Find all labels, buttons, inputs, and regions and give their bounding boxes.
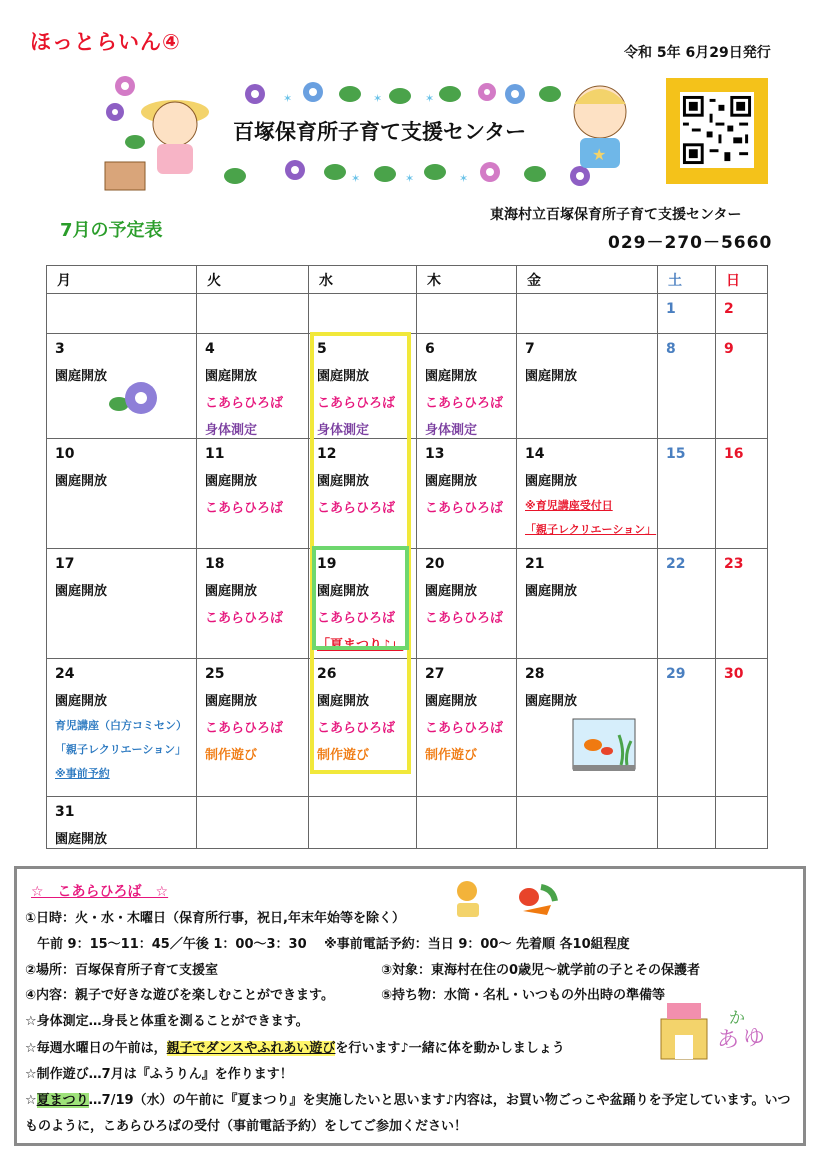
fest-star: ☆ — [25, 1093, 37, 1108]
event-label: こあらひろば — [205, 721, 284, 736]
event-label: 園庭開放 — [425, 584, 478, 599]
event-label: 「親子レクリエーション」 — [525, 523, 657, 536]
info-datetime: ①日時：火・水・木曜日（保育所行事，祝日,年末年始等を除く） — [25, 911, 405, 926]
info-target: ③対象：東海村在住の0歳児～就学前の子とその保護者 — [381, 963, 701, 978]
calendar-day-cell — [309, 659, 417, 797]
qr-code-icon[interactable] — [680, 92, 754, 168]
building-blocks-icon — [657, 999, 777, 1069]
calendar-day-cell — [417, 797, 517, 849]
event-label: 園庭開放 — [55, 584, 108, 599]
calendar-week-row — [47, 659, 768, 797]
day-number: 8 — [666, 341, 676, 357]
svg-text:✶: ✶ — [405, 172, 415, 185]
event-label: 園庭開放 — [317, 584, 370, 599]
weekday-header: 土 — [658, 266, 716, 294]
day-number: 30 — [724, 666, 744, 682]
svg-text:✶: ✶ — [425, 92, 435, 105]
event-label: こあらひろば — [317, 396, 396, 411]
day-number: 23 — [724, 556, 744, 572]
calendar-day-cell — [417, 294, 517, 334]
event-label: 園庭開放 — [425, 694, 478, 709]
calendar-week-row — [47, 549, 768, 659]
wed-pre: ☆毎週水曜日の午前は， — [25, 1041, 167, 1056]
center-name: 百塚保育所子育て支援センター — [233, 120, 527, 144]
calendar-day-cell — [658, 439, 716, 549]
event-label: 園庭開放 — [317, 694, 370, 709]
calendar-day-cell — [417, 334, 517, 439]
calendar-day-cell — [309, 334, 417, 439]
calendar-week-row — [47, 334, 768, 439]
day-number: 22 — [666, 556, 686, 572]
calendar-day-cell — [658, 549, 716, 659]
aquarium-icon — [571, 715, 637, 777]
calendar-day-cell — [47, 294, 197, 334]
weekday-header: 木 — [417, 266, 517, 294]
svg-text:✶: ✶ — [459, 172, 469, 185]
calendar-day-cell — [47, 797, 197, 849]
calendar-table — [46, 265, 768, 849]
info-closing: ものように，こあらひろばの受付（事前電話予約）をしてご参加ください！ — [25, 1119, 468, 1134]
day-number: 16 — [724, 446, 744, 462]
day-number: 3 — [55, 341, 65, 357]
info-heading: ☆ こあらひろば ☆ — [31, 884, 169, 900]
day-number: 24 — [55, 666, 75, 682]
calendar-day-cell — [197, 334, 309, 439]
wed-highlight: 親子でダンスやふれあい遊び — [166, 1041, 336, 1056]
calendar-day-cell — [197, 549, 309, 659]
calendar-day-cell — [417, 659, 517, 797]
fest-post: …7/19（水）の午前に『夏まつり』を実施したいと思います♪内容は，お買い物ごっこや盆踊りを予定しています。いつ — [88, 1093, 791, 1108]
day-number: 19 — [317, 556, 337, 572]
event-label: こあらひろば — [317, 721, 396, 736]
day-number: 6 — [425, 341, 435, 357]
svg-text:★: ★ — [592, 145, 607, 164]
calendar-day-cell — [658, 659, 716, 797]
day-number: 31 — [55, 804, 75, 820]
day-number: 4 — [205, 341, 215, 357]
event-label: こあらひろば — [205, 396, 284, 411]
event-label: 園庭開放 — [525, 369, 578, 384]
event-label: 園庭開放 — [525, 474, 578, 489]
svg-text:あ: あ — [717, 1028, 740, 1053]
event-label: 園庭開放 — [55, 832, 108, 847]
newsletter-title: ほっとらいん④ — [30, 30, 181, 54]
calendar-day-cell — [517, 439, 658, 549]
event-label: 園庭開放 — [317, 369, 370, 384]
event-label: こあらひろば — [317, 611, 396, 626]
day-number: 2 — [724, 301, 734, 317]
calendar-day-cell — [517, 659, 658, 797]
info-content: ④内容：親子で好きな遊びを楽しむことができます。 — [25, 988, 334, 1003]
event-label: こあらひろば — [205, 501, 284, 516]
event-label: こあらひろば — [425, 721, 504, 736]
organization-name: 東海村立百塚保育所子育て支援センター — [490, 207, 742, 223]
info-bring: ⑤持ち物：水筒・名札・いつもの外出時の準備等 — [381, 988, 666, 1003]
weekday-header: 月 — [47, 266, 197, 294]
day-number: 7 — [525, 341, 535, 357]
weekday-header-row — [47, 266, 768, 294]
event-label: 園庭開放 — [205, 474, 258, 489]
cooking-toys-icon — [449, 875, 569, 925]
day-number: 18 — [205, 556, 225, 572]
svg-text:✶: ✶ — [373, 92, 383, 105]
event-label: ※事前予約 — [55, 767, 110, 780]
calendar-day-cell — [197, 797, 309, 849]
event-label: 身体測定 — [425, 423, 478, 438]
info-measure: ☆身体測定…身長と体重を測ることができます。 — [25, 1014, 309, 1029]
event-label: こあらひろば — [425, 501, 504, 516]
calendar-day-cell — [309, 294, 417, 334]
weekday-header: 火 — [197, 266, 309, 294]
calendar-day-cell — [417, 549, 517, 659]
weekday-header: 金 — [517, 266, 658, 294]
svg-text:か: か — [729, 1008, 746, 1027]
calendar-day-cell — [197, 659, 309, 797]
info-wednesday — [25, 1037, 565, 1056]
event-label: 園庭開放 — [205, 369, 258, 384]
day-number: 14 — [525, 446, 545, 462]
calendar-day-cell — [309, 797, 417, 849]
event-label: 園庭開放 — [525, 694, 578, 709]
event-label: 身体測定 — [317, 423, 370, 438]
morning-glory-icon — [105, 378, 161, 418]
event-label: 園庭開放 — [205, 584, 258, 599]
calendar-day-cell — [47, 549, 197, 659]
event-label: 身体測定 — [205, 423, 258, 438]
event-label: 園庭開放 — [55, 694, 108, 709]
day-number: 25 — [205, 666, 225, 682]
calendar-day-cell — [716, 797, 768, 849]
calendar-day-cell — [658, 294, 716, 334]
day-number: 26 — [317, 666, 337, 682]
calendar-day-cell — [197, 294, 309, 334]
event-label: 園庭開放 — [425, 474, 478, 489]
child-boy-icon — [574, 86, 626, 168]
event-label: 園庭開放 — [317, 474, 370, 489]
day-number: 15 — [666, 446, 686, 462]
calendar-day-cell — [517, 797, 658, 849]
day-number: 21 — [525, 556, 545, 572]
phone-number[interactable]: 029－270－5660 — [608, 233, 773, 253]
calendar-day-cell — [716, 334, 768, 439]
calendar-week-row — [47, 797, 768, 849]
day-number: 5 — [317, 341, 327, 357]
event-label: 制作遊び — [317, 748, 370, 763]
svg-text:✶: ✶ — [283, 92, 293, 105]
event-label: こあらひろば — [425, 611, 504, 626]
calendar-day-cell — [47, 439, 197, 549]
month-label: 7月の予定表 — [60, 220, 163, 241]
calendar-day-cell — [309, 439, 417, 549]
info-place: ②場所：百塚保育所子育て支援室 — [25, 963, 219, 978]
day-number: 17 — [55, 556, 75, 572]
calendar-day-cell — [417, 439, 517, 549]
calendar-week-row — [47, 439, 768, 549]
calendar-day-cell — [716, 659, 768, 797]
calendar-day-cell — [309, 549, 417, 659]
info-festival — [25, 1089, 791, 1108]
info-times: 午前 9：15～11：45／午後 1：00～3：30 ※事前電話予約：当日 9：00～ 先着順 各10組程度 — [37, 937, 630, 952]
calendar-day-cell — [47, 334, 197, 439]
weekday-header: 日 — [716, 266, 768, 294]
calendar-day-cell — [47, 659, 197, 797]
calendar-day-cell — [197, 439, 309, 549]
day-number: 1 — [666, 301, 676, 317]
event-label: 制作遊び — [425, 748, 478, 763]
event-label: ※育児講座受付日 — [525, 499, 613, 512]
info-craft: ☆制作遊び…7月は『ふうりん』を作ります！ — [25, 1067, 293, 1082]
event-label: こあらひろば — [425, 396, 504, 411]
event-label: こあらひろば — [205, 611, 284, 626]
day-number: 27 — [425, 666, 445, 682]
day-number: 29 — [666, 666, 686, 682]
event-label: 園庭開放 — [55, 474, 108, 489]
weekday-header: 水 — [309, 266, 417, 294]
calendar-day-cell — [716, 549, 768, 659]
day-number: 20 — [425, 556, 445, 572]
calendar-day-cell — [517, 294, 658, 334]
event-label: 園庭開放 — [425, 369, 478, 384]
issue-date: 令和 5年 6月29日発行 — [624, 45, 771, 61]
day-number: 28 — [525, 666, 545, 682]
event-label: 園庭開放 — [55, 369, 108, 384]
svg-text:ゆ: ゆ — [743, 1026, 766, 1051]
calendar-week-row — [47, 294, 768, 334]
calendar-day-cell — [517, 549, 658, 659]
koala-hiroba-info-box — [14, 866, 806, 1146]
day-number: 11 — [205, 446, 225, 462]
day-number: 12 — [317, 446, 337, 462]
day-number: 13 — [425, 446, 445, 462]
event-label: 「親子レクリエーション」 — [55, 743, 187, 756]
calendar-day-cell — [716, 294, 768, 334]
event-label: 「夏まつり♪」 — [317, 638, 404, 653]
event-label: 育児講座（白方コミセン） — [55, 719, 187, 732]
day-number: 10 — [55, 446, 75, 462]
calendar-day-cell — [658, 797, 716, 849]
calendar-day-cell — [658, 334, 716, 439]
event-label: 園庭開放 — [525, 584, 578, 599]
wed-post: を行います♪一緒に体を動かしましょう — [335, 1041, 565, 1056]
event-label: こあらひろば — [317, 501, 396, 516]
event-label: 園庭開放 — [205, 694, 258, 709]
calendar-day-cell — [716, 439, 768, 549]
fest-highlight: 夏まつり — [36, 1093, 89, 1108]
calendar-day-cell — [517, 334, 658, 439]
svg-text:✶: ✶ — [351, 172, 361, 185]
event-label: 制作遊び — [205, 748, 258, 763]
day-number: 9 — [724, 341, 734, 357]
